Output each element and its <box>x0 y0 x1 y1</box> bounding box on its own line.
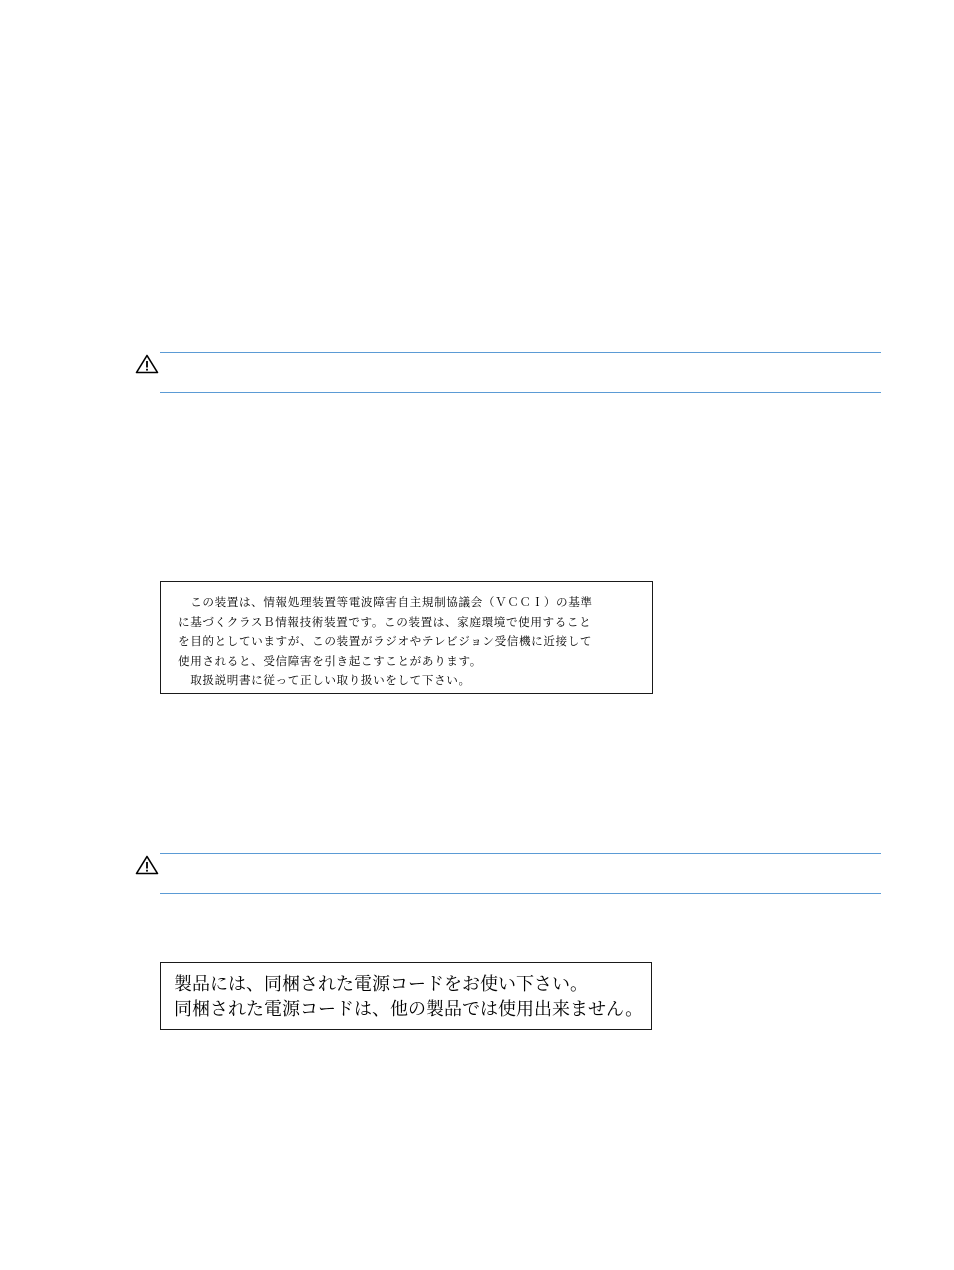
vcci-notice-line: 取扱説明書に従って正しい取り扱いをして下さい。 <box>178 673 471 688</box>
power-cord-notice-line: 製品には、同梱された電源コードをお使い下さい。 <box>174 974 588 995</box>
vcci-notice-box <box>160 581 653 694</box>
warning-bottom-rule <box>160 893 881 894</box>
warning-bottom-rule <box>160 392 881 393</box>
vcci-notice-line: を目的としていますが、この装置がラジオやテレビジョン受信機に近接して <box>178 634 593 649</box>
vcci-notice-line: この装置は、情報処理装置等電波障害自主規制協議会（ＶＣＣＩ）の基準 <box>178 595 593 609</box>
vcci-notice-line: 使用されると、受信障害を引き起こすことがあります。 <box>178 653 482 668</box>
vcci-notice-line: に基づくクラスＢ情報技術装置です。この装置は、家庭環境で使用すること <box>178 614 592 629</box>
power-cord-notice-line: 同梱された電源コードは、他の製品では使用出来ません。 <box>174 999 644 1020</box>
warning-triangle-icon <box>135 354 159 374</box>
power-cord-notice-box <box>160 962 652 1030</box>
warning-top-rule <box>160 853 881 854</box>
warning-triangle-icon <box>135 855 159 875</box>
warning-top-rule <box>160 352 881 353</box>
